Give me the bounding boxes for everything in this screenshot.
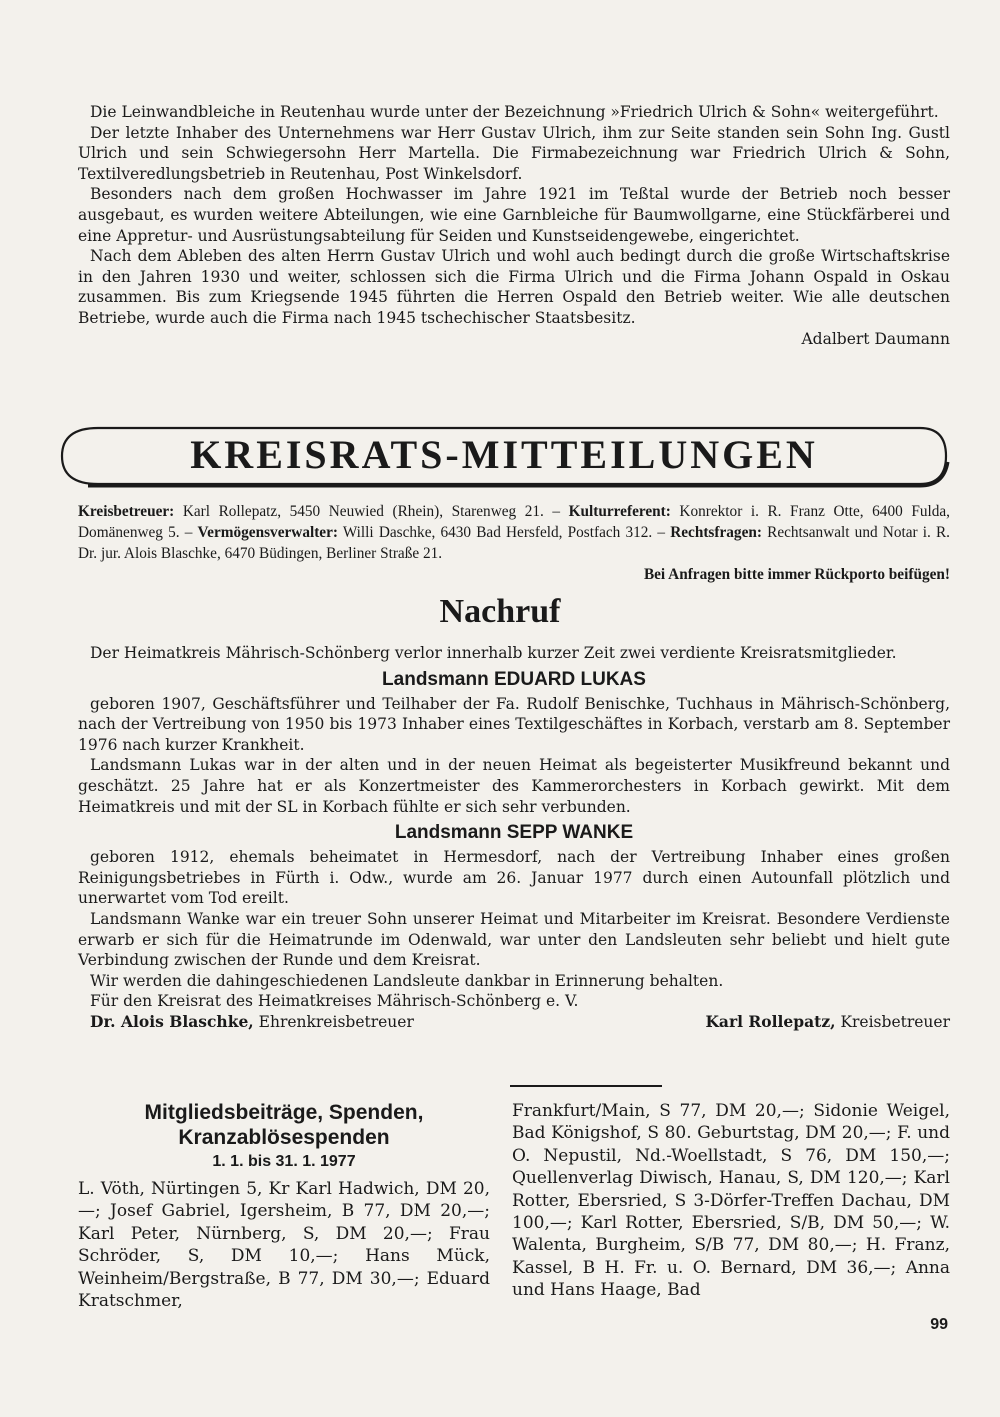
obituary-name-lukas: Landsmann EDUARD LUKAS	[382, 668, 646, 690]
signature-intro: Für den Kreisrat des Heimatkreises Mährisch-Schönberg e. V.	[90, 992, 579, 1011]
contact-list	[78, 501, 950, 564]
signature-right	[693, 1012, 950, 1033]
contact-rechtsfragen: Rechtsanwalt und Notar i. R. Dr. jur. Alois Blaschke, 6470 Büdingen, Berliner Straße 21.	[78, 524, 950, 562]
signer-name: Karl Rollepatz,	[705, 1011, 836, 1031]
intro-article	[78, 102, 950, 349]
section-divider	[510, 1085, 662, 1087]
signer-name: Dr. Alois Blaschke,	[90, 1011, 254, 1031]
intro-paragraph: Der letzte Inhaber des Unternehmens war Herr Gustav Ulrich, ihm zur Seite standen sein Sohn Ing. Gustl Ulrich und sein Schwiegersohn Herr Martella. Die Firmabezeichnung war Friedrich Ulrich & Sohn, Textilveredlungsbetrieb in Reutenhau, Post Winkelsdorf.	[78, 123, 950, 183]
nachruf-section	[78, 643, 950, 1033]
contact-vermoegensverwalter: Willi Daschke, 6430 Bad Hersfeld, Postfach 312. –	[337, 524, 671, 541]
page-number: 99	[930, 1316, 948, 1333]
contact-kreisbetreuer: Karl Rollepatz, 5450 Neuwied (Rhein), Starenweg 21. –	[174, 503, 569, 520]
article-author: Adalbert Daumann	[801, 329, 950, 348]
kreisrat-title: KREISRATS-MITTEILUNGEN	[190, 432, 818, 477]
donations-title: Mitgliedsbeiträge, Spenden,	[144, 1101, 424, 1124]
label-kulturreferent: Kulturreferent:	[568, 503, 671, 520]
kreisrat-contacts	[78, 501, 950, 585]
donations-title: Kranzablösespenden	[178, 1126, 390, 1149]
postage-note: Bei Anfragen bitte immer Rückporto beifügen!	[643, 566, 950, 583]
signer-role: Ehrenkreisbetreuer	[253, 1012, 414, 1031]
closing-remark: Wir werden die dahingeschiedenen Landsleute dankbar in Erinnerung behalten.	[90, 971, 724, 990]
obituary-paragraph: Landsmann Wanke war ein treuer Sohn unserer Heimat und Mitarbeiter im Kreisrat. Besondere Verdienste erwarb er sich für die Heimatrunde im Odenwald, war unter den Landsleuten sehr beliebt und hielt gute Verbindung zwischen der Runde und dem Kreisrat.	[78, 909, 950, 970]
intro-paragraph: Die Leinwandbleiche in Reutenhau wurde unter der Bezeichnung »Friedrich Ulrich & Sohn« weitergeführt.	[90, 103, 939, 121]
obituary-paragraph: geboren 1907, Geschäftsführer und Teilhaber der Fa. Rudolf Benischke, Tuchhaus in Mährisch-Schönberg, nach der Vertreibung von 1950 bis 1973 Inhaber eines Textilgeschäftes in Korbach, verstarb am 8. September 1976 nach kurzer Krankheit.	[78, 694, 950, 754]
signature-left	[78, 1012, 414, 1033]
nachruf-intro: Der Heimatkreis Mährisch-Schönberg verlor innerhalb kurzer Zeit zwei verdiente Kreisratsmitglieder.	[90, 644, 897, 662]
obituary-paragraph: Landsmann Lukas war in der alten und in der neuen Heimat als begeisterter Musikfreund bekannt und geschätzt. 25 Jahre hat er als Konzertmeister des Kammerorchesters in Korbach gewirkt. Mit dem Heimatkreis und mit der SL in Korbach fühlte er sich sehr verbunden.	[78, 756, 950, 816]
label-rechtsfragen: Rechtsfragen:	[670, 524, 762, 541]
intro-paragraph: Nach dem Ableben des alten Herrn Gustav Ulrich und wohl auch bedingt durch die große Wirtschaftskrise in den Jahren 1930 und weiter, schlossen sich die Firma Ulrich und die Firma Johann Ospald in Oskau zusammen. Bis zum Kriegsende 1945 führten die Herren Ospald den Betrieb weiter. Wie alle deutschen Betriebe, wurde auch die Firma nach 1945 tschechischer Staatsbesitz.	[78, 247, 950, 327]
donations-list: Frankfurt/Main, S 77, DM 20,—; Sidonie Weigel, Bad Königshof, S 80. Geburtstag, DM 20,—; F. und O. Nepustil, Nd.-Woellstadt, S 76, DM 150,—; Quellenverlag Diwisch, Hanau, S, DM 120,—; Karl Rotter, Ebersried, S 3-Dörfer-Treffen Dachau, DM 100,—; Karl Rotter, Ebersried, S/B, DM 50,—; W. Walenta, Burgheim, S/B 77, DM 80,—; H. Franz, Kassel, B H. Fr. u. O. Bernard, DM 36,—; Anna und Hans Haage, Bad	[512, 1101, 950, 1301]
nachruf-title: Nachruf	[439, 593, 561, 630]
donations-period: 1. 1. bis 31. 1. 1977	[212, 1153, 356, 1170]
contact-kulturreferent: Konrektor i. R. Franz Otte, 6400 Fulda, Domänenweg 5. –	[78, 503, 950, 541]
obituary-paragraph: geboren 1912, ehemals beheimatet in Hermesdorf, nach der Vertreibung Inhaber eines großen Reinigungsbetriebes in Fürth i. Odw., wurde am 26. Januar 1977 durch einen Autounfall plötzlich und unerwartet vom Tod ereilt.	[78, 848, 950, 908]
label-kreisbetreuer: Kreisbetreuer:	[78, 503, 175, 520]
donations-column-left	[78, 1100, 490, 1312]
donations-list: L. Vöth, Nürtingen 5, Kr Karl Hadwich, DM 20,—; Josef Gabriel, Igersheim, B 77, DM 20,—; Karl Peter, Nürnberg, S, DM 20,—; Frau Schröder, S, DM 10,—; Hans Mück, Weinheim/Bergstraße, B 77, DM 30,—; Eduard Kratschmer,	[78, 1179, 490, 1312]
signature-row	[78, 1012, 950, 1033]
label-vermoegensverwalter: Vermögensverwalter:	[197, 524, 338, 541]
obituary-name-wanke: Landsmann SEPP WANKE	[394, 822, 634, 844]
intro-paragraph: Besonders nach dem großen Hochwasser im Jahre 1921 im Teßtal wurde der Betrieb noch besser ausgebaut, es wurden weitere Abteilungen, wie eine Garnbleiche für Baumwollgarne, eine Stückfärberei und eine Appretur- und Ausrüstungsabteilung für Seiden und Kunstseidengewebe, eingerichtet.	[78, 185, 950, 245]
signer-role: Kreisbetreuer	[835, 1012, 950, 1031]
kreisrat-heading-banner	[58, 422, 950, 492]
donations-column-right	[512, 1100, 950, 1302]
